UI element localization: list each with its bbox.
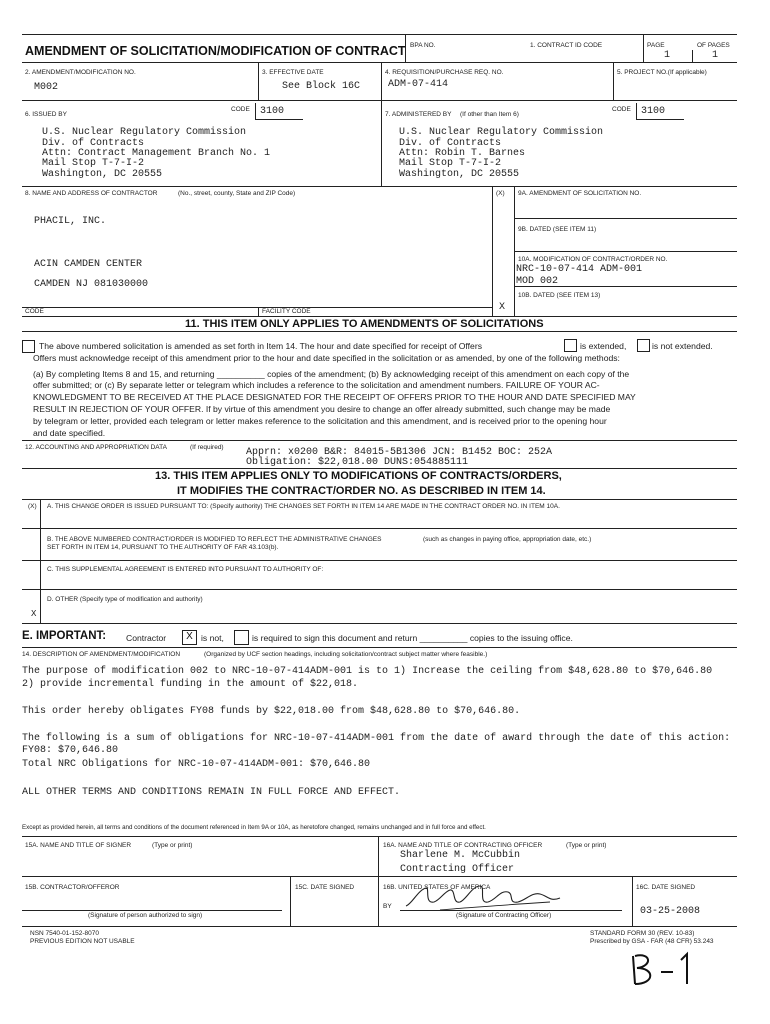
modification-number: MOD 002 <box>516 276 559 287</box>
solicitation-checkbox[interactable] <box>22 340 35 353</box>
item-13d: D. OTHER (Specify type of modification and authority) <box>47 596 203 603</box>
is-extended-label: is extended, <box>580 341 627 351</box>
prescribed-by: Prescribed by GSA - FAR (48 CFR) 53.243 <box>590 938 714 945</box>
administered-by-label: 7. ADMINISTERED BY <box>385 111 452 118</box>
x-column-label: (X) <box>496 190 505 197</box>
date-signed-15c-label: 15C. DATE SIGNED <box>295 884 355 891</box>
contractor-offeror-label: 15B. CONTRACTOR/OFFEROR <box>25 884 120 891</box>
date-signed-value: 03-25-2008 <box>640 906 701 917</box>
item-13c: C. THIS SUPPLEMENTAL AGREEMENT IS ENTERED INTO PURSUANT TO AUTHORITY OF: <box>47 566 324 573</box>
of-pages-label: OF PAGES <box>697 42 730 49</box>
contractor-code-label: CODE <box>25 308 44 315</box>
important-contractor: Contractor <box>126 633 167 643</box>
project-no-label: 5. PROJECT NO.(If applicable) <box>617 69 707 76</box>
administrator-line-4: Mail Stop T-7-I-2 <box>399 158 502 169</box>
issued-by-label: 6. ISSUED BY <box>25 111 67 118</box>
item-13a: A. THIS CHANGE ORDER IS ISSUED PURSUANT TO: (Specify authority) THE CHANGES SET FORTH IN ITEM 14 ARE MADE IN THE CONTRACT ORDER NO. IN ITEM 10A. <box>47 503 560 510</box>
accounting-line-1: Apprn: x0200 B&R: 84015-5B1306 JCN: B1452 BOC: 252A <box>246 447 553 458</box>
description-line-4: The following is a sum of obligations for NRC-10-07-414ADM-001 from the date of award through the date of this action: <box>22 733 731 744</box>
section-13-heading-2: IT MODIFIES THE CONTRACT/ORDER NO. AS DESCRIBED IN ITEM 14. <box>177 485 546 497</box>
except-statement: Except as provided herein, all terms and conditions of the document referenced in Item 9A or 10A, as heretofore changed, remains unchanged and in full force and effect. <box>22 824 486 831</box>
section-11-line-7: by telegram or letter, provided each telegram or letter makes reference to the solicitation and this amendment, and is received prior to the opening hour <box>33 416 607 426</box>
modification-contract-no: NRC-10-07-414 ADM-001 <box>516 264 643 275</box>
previous-edition: PREVIOUS EDITION NOT USABLE <box>30 938 135 945</box>
issuer-line-5: Washington, DC 20555 <box>42 169 163 180</box>
section-13-heading-1: 13. THIS ITEM APPLIES ONLY TO MODIFICATIONS OF CONTRACTS/ORDERS, <box>155 470 562 482</box>
page-number: 1 <box>664 50 671 61</box>
accounting-line-2: Obligation: $22,018.00 DUNS:054885111 <box>246 457 469 468</box>
signature-person-label: (Signature of person authorized to sign) <box>88 912 203 919</box>
effective-date: See Block 16C <box>282 81 361 92</box>
solicitation-no-label: 9A. AMENDMENT OF SOLICITATION NO. <box>518 190 642 197</box>
administered-by-hint: (If other than Item 6) <box>460 111 519 118</box>
issuer-code: 3100 <box>260 106 285 117</box>
by-label: BY <box>383 903 392 910</box>
item-13b: B. THE ABOVE NUMBERED CONTRACT/ORDER IS MODIFIED TO REFLECT THE ADMINISTRATIVE CHANGES <box>47 536 382 543</box>
requisition-label: 4. REQUISITION/PURCHASE REQ. NO. <box>385 69 504 76</box>
description-line-2: 2) provide incremental funding in the amount of $22,018. <box>22 679 359 690</box>
description-label: 14. DESCRIPTION OF AMENDMENT/MODIFICATION <box>22 651 181 658</box>
description-line-6: Total NRC Obligations for NRC-10-07-414ADM-001: $70,646.80 <box>22 759 371 770</box>
dated-9b-label: 9B. DATED (SEE ITEM 11) <box>518 226 597 233</box>
signer-label: 15A. NAME AND TITLE OF SIGNER <box>25 842 132 849</box>
modification-contract-label: 10A. MODIFICATION OF CONTRACT/ORDER NO. <box>518 256 668 263</box>
requisition-no: ADM-07-414 <box>388 79 449 90</box>
administrator-line-3: Attn: Robin T. Barnes <box>399 148 526 159</box>
item-13d-x-mark: X <box>31 609 37 619</box>
contractor-hint: (No., street, county, State and ZIP Code) <box>178 190 296 197</box>
administrator-line-2: Div. of Contracts <box>399 138 502 149</box>
signer-hint: (Type or print) <box>152 842 193 849</box>
page-label: PAGE <box>647 42 665 49</box>
description-line-7: ALL OTHER TERMS AND CONDITIONS REMAIN IN FULL FORCE AND EFFECT. <box>22 787 401 798</box>
issuer-line-1: U.S. Nuclear Regulatory Commission <box>42 127 247 138</box>
dated-10b-label: 10B. DATED (SEE ITEM 13) <box>518 292 601 299</box>
page-count: 1 <box>712 50 719 61</box>
is-extended-checkbox[interactable] <box>564 339 577 352</box>
signature-officer-label: (Signature of Contracting Officer) <box>456 912 552 919</box>
section-11-line-6: RESULT IN REJECTION OF YOUR OFFER. If by virtue of this amendment you desire to change an offer already submitted, such change may be made <box>33 404 611 414</box>
officer-label: 16A. NAME AND TITLE OF CONTRACTING OFFICER <box>383 842 543 849</box>
contractor-label: 8. NAME AND ADDRESS OF CONTRACTOR <box>25 190 158 197</box>
code-label: CODE <box>231 106 250 113</box>
date-signed-16c-label: 16C. DATE SIGNED <box>636 884 696 891</box>
nsn-number: NSN 7540-01-152-8070 <box>30 930 100 937</box>
section-11-line-3: (a) By completing Items 8 and 15, and returning __________ copies of the amendment; (b) By acknowledging receipt of this amendment on each copy of the <box>33 369 630 379</box>
is-required-label: is required to sign this document and return __________ copies to the issuing office. <box>252 633 573 643</box>
accounting-data-hint: (If required) <box>190 444 224 451</box>
officer-title: Contracting Officer <box>400 864 515 875</box>
is-not-check-mark: X <box>186 631 193 642</box>
facility-code-label: FACILITY CODE <box>262 308 311 315</box>
bpa-no-label: BPA NO. <box>410 42 436 49</box>
contractor-name: PHACIL, INC. <box>34 216 107 227</box>
issuer-line-2: Div. of Contracts <box>42 138 145 149</box>
form-title: AMENDMENT OF SOLICITATION/MODIFICATION OF CONTRACT <box>25 44 406 58</box>
section-11-line-8: and date specified. <box>33 428 106 438</box>
section-13-x-label: (X) <box>28 503 37 510</box>
usa-label: 16B. UNITED STATES OF AMERICA <box>383 884 491 891</box>
effective-date-label: 3. EFFECTIVE DATE <box>262 69 324 76</box>
officer-signature <box>400 880 590 914</box>
section-11-heading: 11. THIS ITEM ONLY APPLIES TO AMENDMENTS OF SOLICITATIONS <box>185 318 544 330</box>
contract-id-code-label: 1. CONTRACT ID CODE <box>530 42 603 49</box>
is-required-checkbox[interactable] <box>234 630 249 645</box>
standard-form: STANDARD FORM 30 (REV. 10-83) <box>590 930 695 937</box>
accounting-data-label: 12. ACCOUNTING AND APPROPRIATION DATA <box>25 444 167 451</box>
code-label-2: CODE <box>612 106 631 113</box>
administrator-line-1: U.S. Nuclear Regulatory Commission <box>399 127 604 138</box>
administrator-line-5: Washington, DC 20555 <box>399 169 520 180</box>
contractor-address-2: CAMDEN NJ 081030000 <box>34 279 149 290</box>
description-line-3: This order hereby obligates FY08 funds by $22,018.00 from $48,628.80 to $70,646.80. <box>22 706 521 717</box>
is-not-extended-checkbox[interactable] <box>637 339 650 352</box>
description-hint: (Organized by UCF section headings, including solicitation/contract subject matter where feasible.) <box>204 651 488 658</box>
issuer-line-3: Attn: Contract Management Branch No. 1 <box>42 148 271 159</box>
section-11-line-4: offer submitted; or (c) By separate letter or telegram which includes a reference to the solicitation and amendment numbers. FAILURE OF YOUR AC- <box>33 380 600 390</box>
officer-name: Sharlene M. McCubbin <box>400 850 521 861</box>
item-13b-line-2: SET FORTH IN ITEM 14, PURSUANT TO THE AUTHORITY OF FAR 43.103(b). <box>47 544 279 551</box>
amendment-no-label: 2. AMENDMENT/MODIFICATION NO. <box>25 69 136 76</box>
handwritten-page-marker <box>625 950 705 990</box>
section-11-line-2: Offers must acknowledge receipt of this amendment prior to the hour and date specified in the solicitation or as amended, by one of the following methods: <box>33 353 620 363</box>
item-10-x-mark: X <box>499 302 506 313</box>
section-11-line-1: The above numbered solicitation is amended as set forth in Item 14. The hour and date specified for receipt of Offers <box>39 341 482 351</box>
is-not-checkbox[interactable] <box>182 630 197 645</box>
amendment-no: M002 <box>34 82 59 93</box>
administrator-code: 3100 <box>641 106 666 117</box>
is-not-label: is not, <box>201 633 224 643</box>
description-line-5: FY08: $70,646.80 <box>22 745 119 756</box>
contractor-address-1: ACIN CAMDEN CENTER <box>34 259 143 270</box>
is-not-extended-label: is not extended. <box>652 341 713 351</box>
description-line-1: The purpose of modification 002 to NRC-10-07-414ADM-001 is to 1) Increase the ceiling from $48,628.80 to $70,646.80 <box>22 666 713 677</box>
officer-hint: (Type or print) <box>566 842 607 849</box>
section-11-line-5: KNOWLEDGMENT TO BE RECEIVED AT THE PLACE DESIGNATED FOR THE RECEIPT OF OFFERS PRIOR TO THE HOUR AND DATE SPECIFIED MAY <box>33 392 636 402</box>
issuer-line-4: Mail Stop T-7-I-2 <box>42 158 145 169</box>
important-label: E. IMPORTANT: <box>22 630 107 642</box>
item-13b-hint: (such as changes in paying office, appropriation date, etc.) <box>423 536 592 543</box>
